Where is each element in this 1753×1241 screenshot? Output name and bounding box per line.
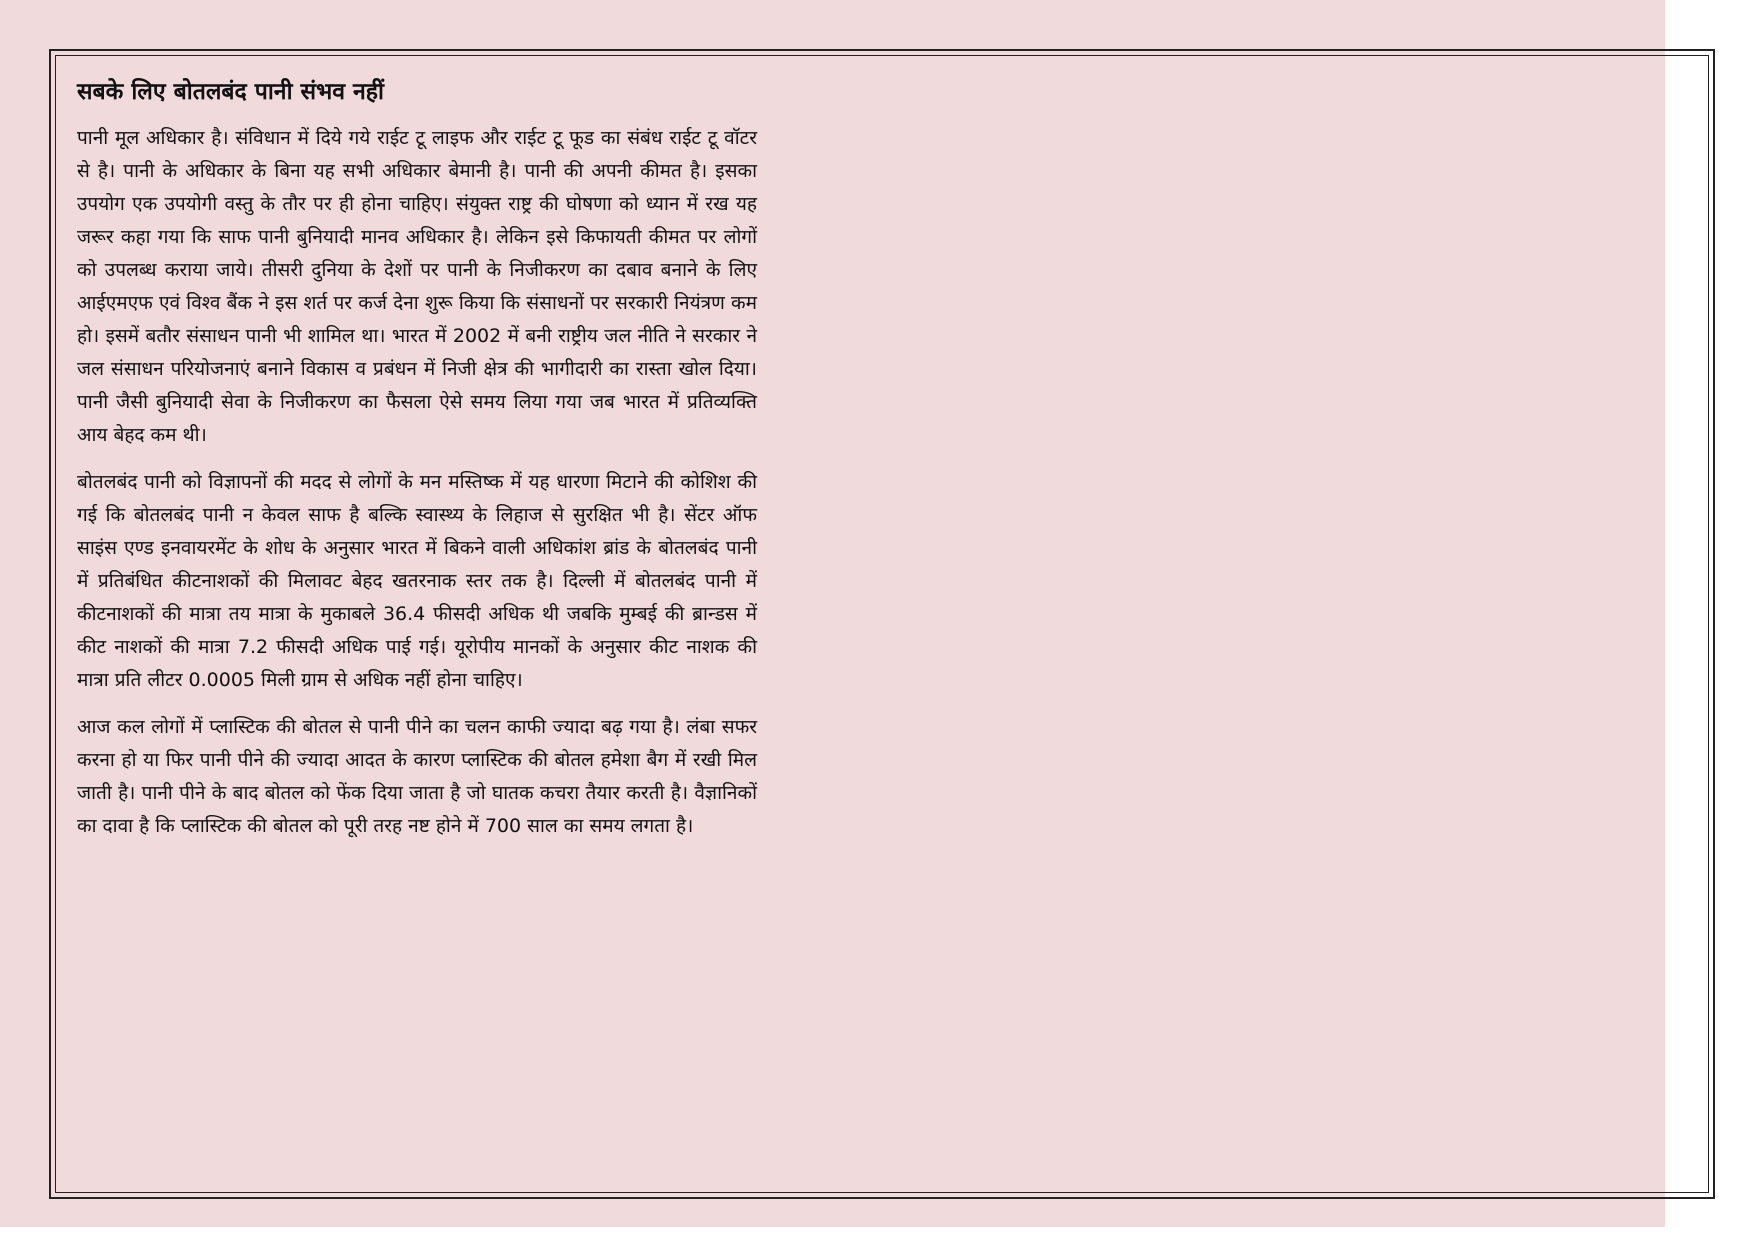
- article: [77, 72, 757, 857]
- paragraph-bottled-water-safety: बोतलबंद पानी को विज्ञापनों की मदद से लोगों के मन मस्तिष्क में यह धारणा मिटाने की कोशिश की गई कि बोतलबंद पानी न केवल साफ है बल्कि स्वास्थ्य के लिहाज से सुरक्षित भी है। सेंटर ऑफ साइंस एण्ड इनवायरमेंट के शोध के अनुसार भारत में बिकने वाली अधिकांश ब्रांड के बोतलबंद पानी में प्रतिबंधित कीटनाशकों की मिलावट बेहद खतरनाक स्तर तक है। दिल्ली में बोतलबंद पानी में कीटनाशकों की मात्रा तय मात्रा के मुकाबले 36.4 फीसदी अधिक थी जबकि मुम्बई की ब्रान्डस में कीट नाशकों की मात्रा 7.2 फीसदी अधिक पाई गई। यूरोपीय मानकों के अनुसार कीट नाशक की मात्रा प्रति लीटर 0.0005 मिली ग्राम से अधिक नहीं होना चाहिए।: [77, 471, 757, 691]
- paragraph-plastic-bottles: आज कल लोगों में प्लास्टिक की बोतल से पानी पीने का चलन काफी ज्यादा बढ़ गया है। लंबा सफर करना हो या फिर पानी पीने की ज्यादा आदत के कारण प्लास्टिक की बोतल हमेशा बैग में रखी मिल जाती है। पानी पीने के बाद बोतल को फेंक दिया जाता है जो घातक कचरा तैयार करती है। वैज्ञानिकों का दावा है कि प्लास्टिक की बोतल को पूरी तरह नष्ट होने में 700 साल का समय लगता है।: [77, 716, 757, 837]
- paragraph-water-rights: पानी मूल अधिकार है। संविधान में दिये गये राईट टू लाइफ और राईट टू फूड का संबंध राईट टू वॉटर से है। पानी के अधिकार के बिना यह सभी अधिकार बेमानी है। पानी की अपनी कीमत है। इसका उपयोग एक उपयोगी वस्तु के तौर पर ही होना चाहिए। संयुक्त राष्ट्र की घोषणा को ध्यान में रख यह जरूर कहा गया कि साफ पानी बुनियादी मानव अधिकार है। लेकिन इसे किफायती कीमत पर लोगों को उपलब्ध कराया जाये। तीसरी दुनिया के देशों पर पानी के निजीकरण का दबाव बनाने के लिए आईएमएफ एवं विश्व बैंक ने इस शर्त पर कर्ज देना शुरू किया कि संसाधनों पर सरकारी नियंत्रण कम हो। इसमें बतौर संसाधन पानी भी शामिल था। भारत में 2002 में बनी राष्ट्रीय जल नीति ने सरकार ने जल संसाधन परियोजनाएं बनाने विकास व प्रबंधन में निजी क्षेत्र की भागीदारी का रास्ता खोल दिया। पानी जैसी बुनियादी सेवा के निजीकरण का फैसला ऐसे समय लिया गया जब भारत में प्रतिव्यक्ति आय बेहद कम थी।: [77, 127, 757, 446]
- article-title: सबके लिए बोतलबंद पानी संभव नहीं: [77, 79, 384, 105]
